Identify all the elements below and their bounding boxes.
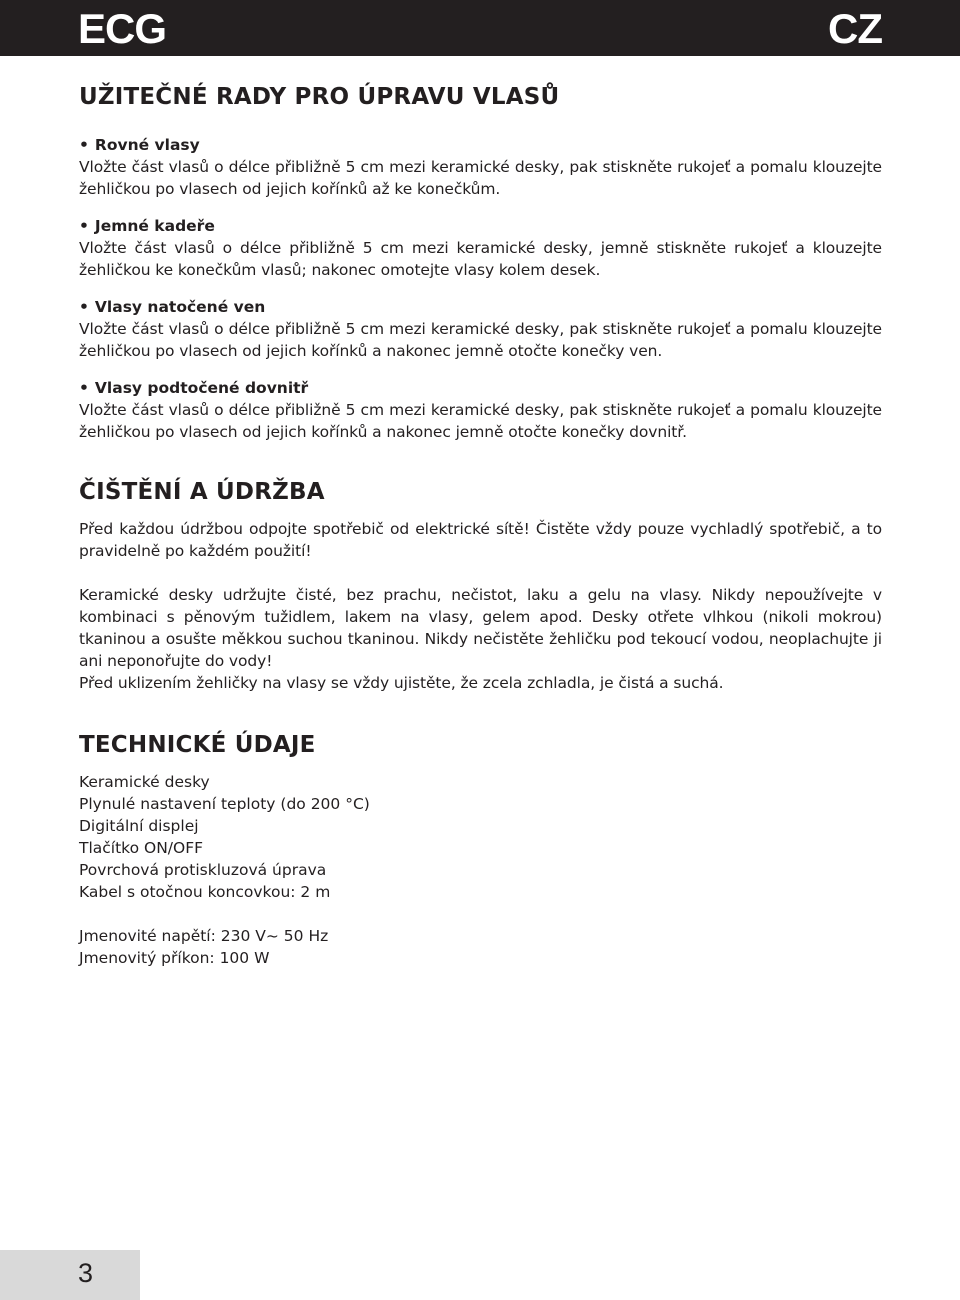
bullet-icon: • [79,217,89,235]
tip-title: Rovné vlasy [94,136,200,154]
brand-logo: ECG [78,5,167,52]
tip-flip-in [79,377,882,443]
rating-item: Jmenovitý příkon: 100 W [79,949,270,967]
tip-text: Vložte část vlasů o délce přibližně 5 cm mezi keramické desky, jemně stiskněte rukojeť a klouzejte žehličkou ke konečkům vlasů; nakonec omotejte vlasy kolem desek. [79,239,882,279]
bullet-icon: • [79,136,89,154]
cleaning-paragraph-2: Keramické desky udržujte čisté, bez prachu, nečistot, laku a gelu na vlasy. Nikdy nepoužívejte v kombinaci s pěnovým tužidlem, lakem na vlasy, gelem apod. Desky otřete vlhkou (nikoli mokrou) tkaninou a osušte měkkou suchou tkaninou. Nikdy nečistěte žehličku pod tekoucí vodou, neoplachujte ji ani neponořujte do vody! [79,586,882,670]
tip-straight [79,134,882,200]
tip-text: Vložte část vlasů o délce přibližně 5 cm mezi keramické desky, pak stiskněte rukojeť a pomalu klouzejte žehličkou po vlasech od jejich kořínků a nakonec jemně otočte konečky dovnitř. [79,401,882,441]
feature-item: Tlačítko ON/OFF [79,839,204,857]
feature-item: Povrchová protiskluzová úprava [79,861,327,879]
bullet-icon: • [79,298,89,316]
tip-flip-out [79,296,882,362]
rating-list [79,925,882,969]
cleaning-heading: ČIŠTĚNÍ A ÚDRŽBA [79,479,325,505]
header-bar [0,0,960,56]
bullet-icon: • [79,379,89,397]
tip-soft-curls [79,215,882,281]
tip-title: Jemné kadeře [94,217,215,235]
cleaning-paragraph-1: Před každou údržbou odpojte spotřebič od elektrické sítě! Čistěte vždy pouze vychladlý spotřebič, a to pravidelně po každém použití! [79,520,882,560]
page-number-tab [0,1250,140,1300]
page-content [79,82,882,969]
tip-text: Vložte část vlasů o délce přibližně 5 cm mezi keramické desky, pak stiskněte rukojeť a pomalu klouzejte žehličkou po vlasech od jejich kořínků a nakonec jemně otočte konečky ven. [79,320,882,360]
tip-title: Vlasy podtočené dovnitř [94,379,309,397]
cleaning-paragraph-3: Před uklizením žehličky na vlasy se vždy ujistěte, že zcela zchladla, je čistá a suchá. [79,674,724,692]
feature-item: Plynulé nastavení teploty (do 200 °C) [79,795,370,813]
tip-title: Vlasy natočené ven [94,298,266,316]
language-code: CZ [828,5,882,52]
tip-text: Vložte část vlasů o délce přibližně 5 cm mezi keramické desky, pak stiskněte rukojeť a pomalu klouzejte žehličkou po vlasech od jejich kořínků až ke konečkům. [79,158,882,198]
tech-heading: TECHNICKÉ ÚDAJE [79,732,316,758]
feature-item: Digitální displej [79,817,199,835]
feature-list [79,771,882,903]
rating-item: Jmenovité napětí: 230 V~ 50 Hz [79,927,329,945]
tips-heading: UŽITEČNÉ RADY PRO ÚPRAVU VLASŮ [79,84,560,110]
page-number: 3 [78,1258,94,1288]
feature-item: Kabel s otočnou koncovkou: 2 m [79,883,331,901]
feature-item: Keramické desky [79,773,210,791]
